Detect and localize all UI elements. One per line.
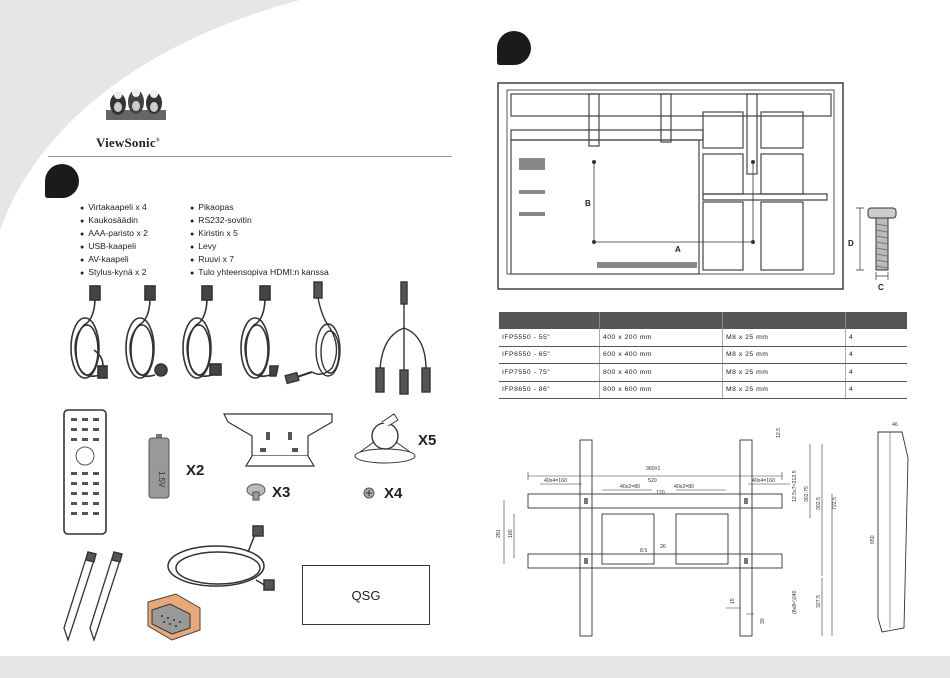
- section-bullet-wallmount: [497, 31, 531, 65]
- dim-left-height-inner: 180: [508, 529, 514, 538]
- dim-right-mid: 302.5: [816, 497, 822, 510]
- qsg-label: QSG: [351, 587, 381, 603]
- table-cell: 4: [846, 381, 908, 399]
- table-cell: M8 x 25 mm: [723, 329, 846, 346]
- wall-bracket-drawing: [490, 418, 910, 640]
- dim-small-height: 8.5: [640, 548, 648, 554]
- power-cable-icon: [126, 286, 167, 378]
- table-row: [499, 381, 907, 399]
- dim-center: 120: [656, 490, 665, 496]
- table-header-cell: [499, 312, 600, 329]
- dim-upper-segments: 12.5x7=212.5: [792, 470, 798, 502]
- list-item: ● Pikaopas: [190, 202, 329, 215]
- list-item: ● Ruuvi x 7: [190, 254, 329, 267]
- table-cell: 600 x 400 mm: [600, 346, 723, 364]
- screw-large-quantity: X3: [272, 484, 291, 501]
- table-cell: IFP7550 - 75": [499, 364, 600, 382]
- dim-lower-segments: (8x8=)240: [792, 590, 798, 614]
- mounting-plate-illustration: [222, 410, 336, 472]
- viewsonic-logo: [96, 82, 176, 150]
- dimension-d-label: D: [848, 239, 854, 248]
- screw-small-illustration: [362, 486, 376, 500]
- table-header-cell: [600, 312, 723, 329]
- dim-total-width: 960±1: [646, 466, 661, 472]
- table-cell: 4: [846, 364, 908, 382]
- footer-band: [0, 656, 950, 678]
- dimension-b-label: B: [585, 199, 591, 208]
- stylus-pens-illustration: [58, 548, 138, 644]
- table-row: [499, 346, 907, 364]
- list-item: ● Stylus-kynä x 2: [80, 267, 148, 280]
- dim-right-lower: 327.5: [816, 595, 822, 608]
- remote-control-illustration: [62, 408, 112, 538]
- list-item: ● Kaukosäädin: [80, 215, 148, 228]
- trademark: ®: [155, 138, 160, 144]
- dim-right-upper: 302.75: [804, 486, 810, 502]
- table-cell: 4: [846, 346, 908, 364]
- table-cell: IFP6550 - 65": [499, 346, 600, 364]
- dim-left-holes: 40x4=160: [544, 478, 567, 484]
- dim-right-holes: 40x4=160: [752, 478, 775, 484]
- section-bullet-contents: [45, 164, 79, 198]
- power-cables-illustration: [60, 280, 300, 390]
- battery-quantity: X2: [186, 462, 205, 479]
- vesa-spec-table: [499, 312, 907, 399]
- battery-illustration: [146, 432, 182, 502]
- table-header-cell: [846, 312, 908, 329]
- dim-small-gap: 26: [660, 544, 666, 550]
- dim-bottom-small1: 15: [730, 598, 736, 604]
- dimension-a-label: A: [675, 245, 681, 254]
- table-cell: IFP8650 - 86": [499, 381, 600, 399]
- rs232-adapter-illustration: [140, 590, 206, 646]
- dim-bottom-small2: 30: [760, 618, 766, 624]
- table-cell: 400 x 200 mm: [600, 329, 723, 346]
- list-item: ● Virtakaapeli x 4: [80, 202, 148, 215]
- table-cell: 800 x 600 mm: [600, 381, 723, 399]
- screw-detail-diagram: [846, 202, 906, 296]
- usb-cable-illustration: [282, 278, 362, 393]
- list-item: ● AAA-paristo x 2: [80, 228, 148, 241]
- list-item: ● AV-kaapeli: [80, 254, 148, 267]
- dimension-c-label: C: [878, 283, 884, 292]
- birds-icon: [96, 82, 176, 126]
- dim-mid-left: 40x2=80: [620, 484, 641, 490]
- dim-left-height-outer: 281: [496, 529, 502, 538]
- table-row: [499, 364, 907, 382]
- table-cell: M8 x 25 mm: [723, 381, 846, 399]
- table-cell: IFP5550 - 55": [499, 329, 600, 346]
- list-item: ● Kiristin x 5: [190, 228, 329, 241]
- list-item: ● USB-kaapeli: [80, 241, 148, 254]
- table-cell: 800 x 400 mm: [600, 364, 723, 382]
- table-cell: M8 x 25 mm: [723, 364, 846, 382]
- brand-name: ViewSonic: [96, 135, 156, 150]
- list-item: ● Tulo yhteensopiva HDMI:n kanssa: [190, 267, 329, 280]
- clamp-quantity: X5: [418, 432, 437, 449]
- dim-side-depth: 46: [892, 422, 898, 428]
- qsg-booklet: [302, 565, 430, 625]
- screw-large-illustration: [244, 482, 268, 502]
- contents-list-2: [190, 202, 329, 279]
- table-cell: 4: [846, 329, 908, 346]
- contents-list-1: [80, 202, 148, 279]
- power-cable-icon: [241, 286, 278, 378]
- table-cell: M8 x 25 mm: [723, 346, 846, 364]
- list-item: ● Levy: [190, 241, 329, 254]
- battery-voltage: 1.5V: [157, 471, 166, 488]
- divider: [48, 156, 452, 157]
- dim-right-total: 722.5: [832, 497, 838, 510]
- dim-top-offset: 12.5: [776, 427, 782, 438]
- table-header-row: [499, 312, 907, 329]
- list-item: ● RS232-sovitin: [190, 215, 329, 228]
- screw-small-quantity: X4: [384, 485, 403, 502]
- av-cable-illustration: [368, 280, 438, 400]
- clamp-illustration: [350, 412, 420, 468]
- power-cable-icon: [71, 286, 107, 378]
- power-cable-icon: [183, 286, 221, 378]
- dim-side-height: 650: [870, 535, 876, 544]
- table-row: [499, 329, 907, 346]
- hdmi-cable-illustration: [160, 524, 280, 600]
- dim-mid-right: 40x2=80: [674, 484, 695, 490]
- dim-inner-width: 520: [648, 478, 657, 484]
- display-rear-diagram: [497, 82, 847, 292]
- table-header-cell: [723, 312, 846, 329]
